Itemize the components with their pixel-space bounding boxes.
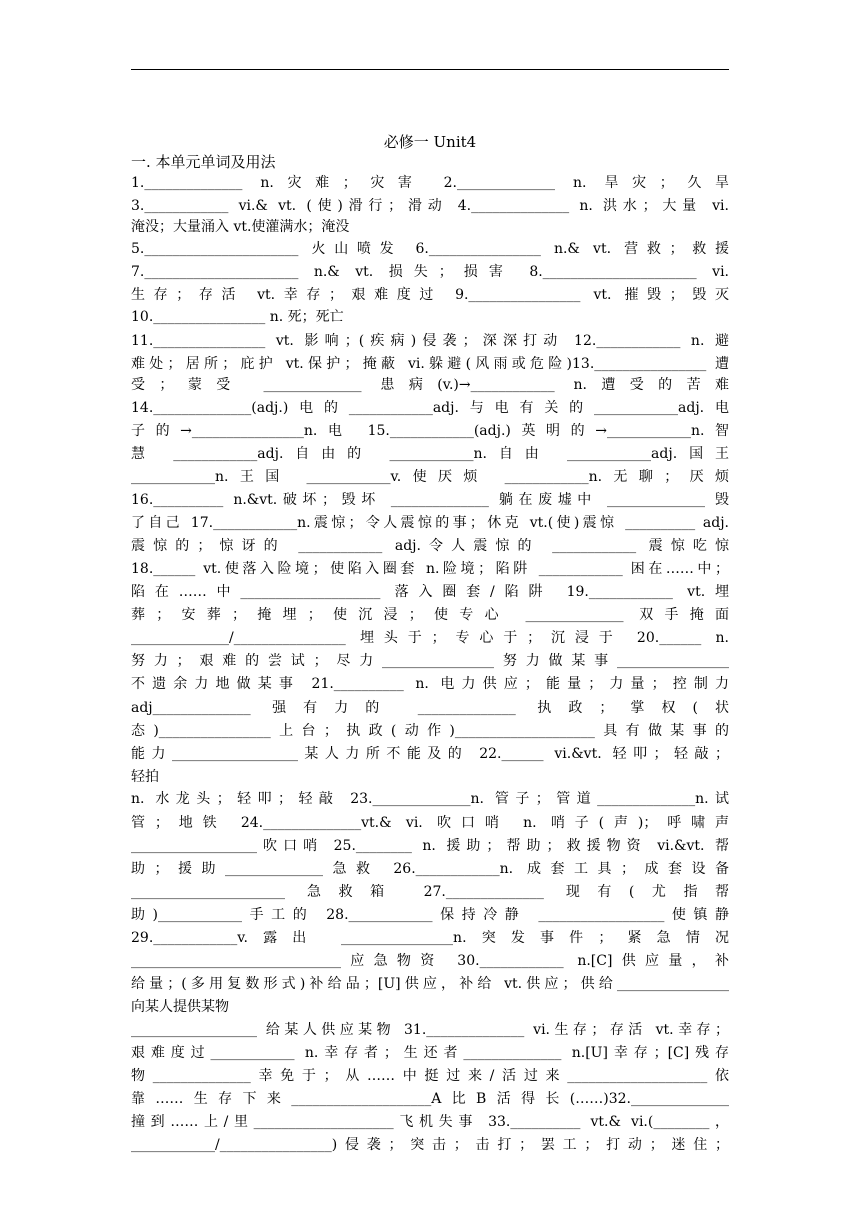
vocab-line: 子的→________________n.电 15.____________(adj.)英明的→____________n.智 (131, 423, 729, 439)
vocab-line: 了自己 17.____________n.震惊；令人震惊的事；休克 vt.(使)震惊 __________ adj. (131, 515, 729, 531)
vocab-line: 10.________________ n. 死；死亡 (131, 309, 344, 325)
vocab-line: 物______________幸免于；从……中挺过来/活过来____________________依 (131, 1068, 729, 1084)
vocab-line: n. 水龙头；轻叩；轻敲 23.______________n. 管子；管道______________n.试 (131, 791, 729, 807)
vocab-line: 生存；存活 vt.幸存；艰难度过 9.________________ vt. 摧毁；毁灭 (131, 287, 729, 303)
vocab-line: 淹没；大量涌入 vt.使灌满水；淹没 (131, 219, 350, 235)
vocab-line: 助)____________手工的 28.____________保持冷静 __________________使镇静 (131, 907, 729, 923)
vocab-line: 态)________________上台；执政(动作)____________________具有做某事的 (131, 723, 729, 739)
vocab-line: ______________________ 急救箱 27.______________ 现有(尤指帮 (131, 884, 729, 900)
vocab-line: 16.__________ n.&vt.破坏；毁坏 ______________ 躺在废墟中 ______________ 毁 (131, 492, 729, 508)
vocab-line: __________________ 给某人供应某物 31.______________ vi.生存；存活 vt.幸存； (131, 1022, 729, 1038)
vocab-line: 11.________________ vt. 影响；(疾病)侵袭；深深打动 12.____________ n. 避 (131, 333, 729, 349)
vocab-line: 努力；艰难的尝试；尽力________________努力做某事________________ (131, 653, 729, 669)
vocab-line: 撞到……上/里____________________飞机失事 33.__________ vt.& vi.(________， (131, 1114, 729, 1130)
vocab-line: 陷在……中____________________ 落入圈套/陷阱 19.____________ vt.埋 (131, 584, 729, 600)
vocab-line: 受；蒙受 ______________ 患病(v.)→____________ n.遭受的苦难 (131, 377, 729, 393)
vocab-line: 不遗余力地做某事 21.__________ n. 电力供应；能量；力量；控制力 (131, 676, 729, 692)
vocab-line: 29.____________v.露出 ________________n.突发事件；紧急情况 (131, 930, 729, 946)
vocab-line: 5.______________________ 火山喷发 6.________________ n.& vt. 营救；救援 (131, 241, 729, 257)
vocab-line: ____________/________________)侵袭；突击；击打；罢工；打动；迷住； (131, 1137, 729, 1153)
vocab-line: 3.____________ vi.& vt. (使)滑行；滑动 4.______________ n. 洪水；大量 vi. (131, 198, 729, 214)
vocab-line: __________________吹口哨 25.________ n. 援助；帮助；救援物资 vi.&vt. 帮 (131, 838, 729, 854)
vocab-line: 靠……生存下来____________________A比B活得长(……)32.______________ (131, 1091, 729, 1107)
vocab-line: 管；地铁 24.______________vt.& vi. 吹口哨 n. 哨子(声)；呼啸声 (131, 815, 729, 831)
vocab-line: 葬；安葬；掩埋；使沉浸；使专心 ______________ 双手掩面 (131, 607, 729, 623)
vocab-line: 给量；(多用复数形式)补给品；[U]供应，补给 vt.供应；供给________________ (131, 976, 729, 992)
vocab-line: 向某人提供某物 (131, 999, 229, 1015)
page-title: 必修一 Unit4 (383, 133, 477, 151)
vocab-line: 1.______________ n.灾难；灾害 2.______________ n. 旱灾；久旱 (131, 175, 729, 191)
vocab-line: 震惊的；惊讶的 ____________ adj.令人震惊的 ____________ 震惊吃惊 (131, 538, 729, 554)
vocab-line: ______________/________________ 埋头于；专心于；沉浸于 20.______ n. (131, 630, 729, 646)
vocab-line: 能力__________________某人力所不能及的 22.______ vi.&vt. 轻叩；轻敲； (131, 746, 729, 762)
header-rule (131, 69, 729, 70)
vocab-line: 助；援助______________急救 26.____________n. 成套工具；成套设备 (131, 861, 729, 877)
vocab-line: ____________n.王国 ____________v.使厌烦 ____________n.无聊；厌烦 (131, 469, 729, 485)
vocab-line: adj______________ 强有力的 ______________ 执政；掌权(状 (131, 700, 729, 716)
vocab-line: ______________________________应急物资 30.____________ n.[C]供应量，补 (131, 953, 729, 969)
vocab-line: 7.______________________ n.& vt. 损失；损害 8.______________________ vi. (131, 264, 729, 280)
vocab-line: 艰难度过____________ n.幸存者；生还者______________ n.[U]幸存；[C]残存 (131, 1045, 729, 1061)
vocab-line: 轻拍 (131, 769, 159, 785)
vocab-line: 难处；居所；庇护 vt.保护；掩蔽 vi.躲避(风雨或危险)13.________________ 遭 (131, 356, 729, 372)
vocab-line: 14.______________(adj.)电的____________adj.与电有关的____________adj.电 (131, 400, 729, 416)
vocab-line: 慧 ____________adj.自由的 ____________n.自由 ____________adj.国王 (131, 446, 729, 462)
vocab-line: 18.______ vt.使落入险境；使陷入圈套 n.险境；陷阱 ____________ 困在……中； (131, 561, 729, 577)
section-heading: 一. 本单元单词及用法 (131, 153, 276, 171)
